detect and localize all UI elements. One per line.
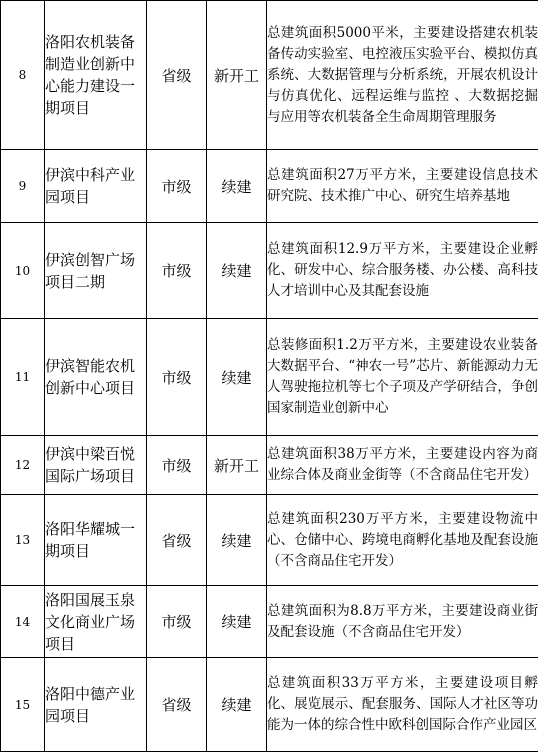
project-level: 省级 bbox=[147, 658, 207, 752]
project-name: 伊滨中梁百悦国际广场项目 bbox=[45, 436, 147, 495]
table-row bbox=[1, 658, 538, 752]
project-name: 洛阳国展玉泉文化商业广场项目 bbox=[45, 586, 147, 658]
row-number: 12 bbox=[1, 436, 45, 495]
construction-type: 新开工 bbox=[207, 436, 267, 495]
table-row bbox=[1, 586, 538, 658]
row-number: 8 bbox=[1, 1, 45, 150]
construction-type: 续建 bbox=[207, 495, 267, 586]
project-name: 伊滨中科产业园项目 bbox=[45, 150, 147, 223]
row-number: 14 bbox=[1, 586, 45, 658]
construction-type: 续建 bbox=[207, 658, 267, 752]
row-number: 9 bbox=[1, 150, 45, 223]
construction-type: 续建 bbox=[207, 223, 267, 319]
row-number: 15 bbox=[1, 658, 45, 752]
project-description: 总建筑面积为8.8万平方米，主要建设商业街及配套设施（不含商品住宅开发） bbox=[267, 586, 538, 658]
construction-type: 续建 bbox=[207, 150, 267, 223]
table-row bbox=[1, 319, 538, 436]
construction-type: 新开工 bbox=[207, 1, 267, 150]
project-name: 洛阳华耀城一期项目 bbox=[45, 495, 147, 586]
project-name: 伊滨智能农机创新中心项目 bbox=[45, 319, 147, 436]
project-description: 总装修面积1.2万平方米，主要建设农业装备大数据平台、“神农一号”芯片、新能源动力无人驾驶拖拉机等七个子项及产学研结合，争创国家制造业创新中心 bbox=[267, 319, 538, 436]
project-level: 市级 bbox=[147, 319, 207, 436]
project-level: 市级 bbox=[147, 223, 207, 319]
row-number: 11 bbox=[1, 319, 45, 436]
table-row bbox=[1, 223, 538, 319]
table-row bbox=[1, 495, 538, 586]
row-number: 10 bbox=[1, 223, 45, 319]
project-name: 伊滨创智广场项目二期 bbox=[45, 223, 147, 319]
table-row bbox=[1, 436, 538, 495]
project-name: 洛阳中德产业园项目 bbox=[45, 658, 147, 752]
project-description: 总建筑面积12.9万平方米，主要建设企业孵化、研发中心、综合服务楼、办公楼、高科技人才培训中心及其配套设施 bbox=[267, 223, 538, 319]
project-description: 总建筑面积27万平方米，主要建设信息技术研究院、技术推广中心、研究生培养基地 bbox=[267, 150, 538, 223]
project-level: 市级 bbox=[147, 150, 207, 223]
project-description: 总建筑面积230万平方米，主要建设物流中心、仓储中心、跨境电商孵化基地及配套设施（不含商品住宅开发） bbox=[267, 495, 538, 586]
project-level: 省级 bbox=[147, 1, 207, 150]
row-number: 13 bbox=[1, 495, 45, 586]
construction-type: 续建 bbox=[207, 319, 267, 436]
project-description: 总建筑面积33万平方米，主要建设项目孵化、展览展示、配套服务、国际人才社区等功能为一体的综合性中欧科创国际合作产业园区 bbox=[267, 658, 538, 752]
project-description: 总建筑面积38万平方米，主要建设内容为商业综合体及商业金街等（不含商品住宅开发） bbox=[267, 436, 538, 495]
table-row bbox=[1, 150, 538, 223]
project-level: 市级 bbox=[147, 586, 207, 658]
project-level: 市级 bbox=[147, 436, 207, 495]
project-description: 总建筑面积5000平米，主要建设搭建农机装备传动实验室、电控液压实验平台、模拟仿真系统、大数据管理与分析系统，开展农机设计与仿真优化、远程运维与监控 、大数据挖掘与应用等农机装备全生命周期管理服务 bbox=[267, 1, 538, 150]
project-name: 洛阳农机装备制造业创新中心能力建设一期项目 bbox=[45, 1, 147, 150]
table-row bbox=[1, 1, 538, 150]
project-level: 省级 bbox=[147, 495, 207, 586]
construction-type: 续建 bbox=[207, 586, 267, 658]
